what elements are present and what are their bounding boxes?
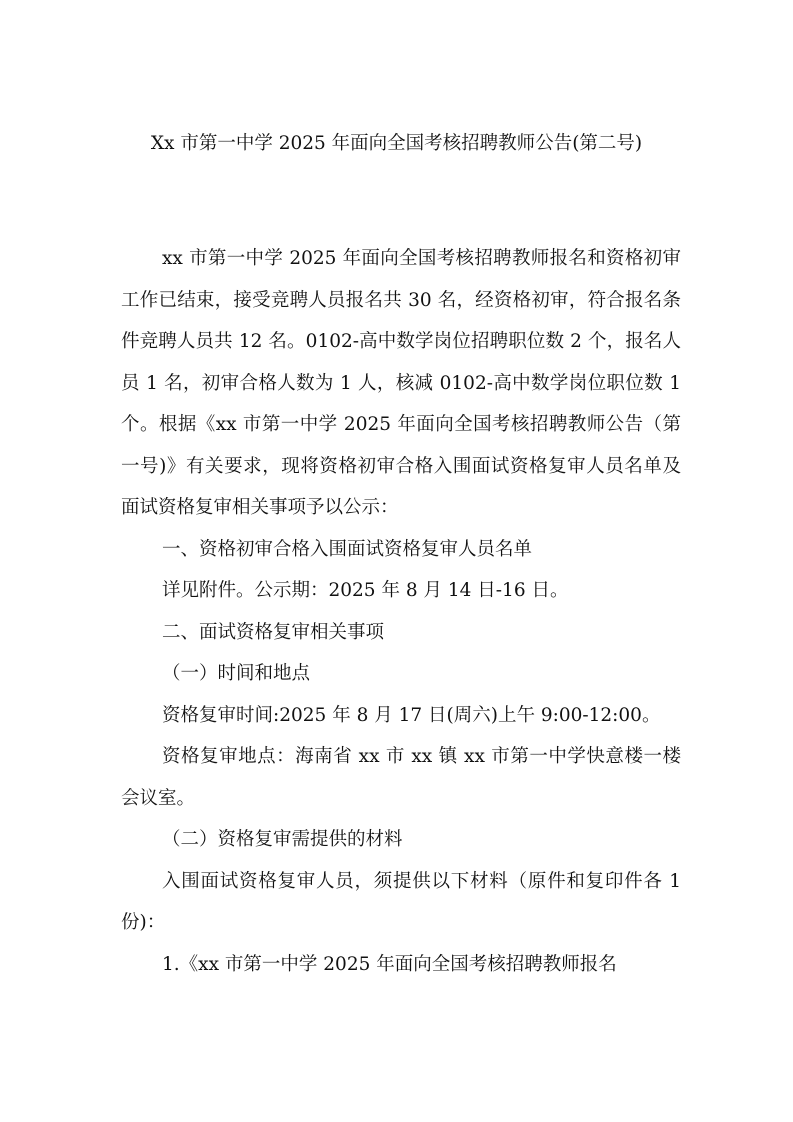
document-title: Xx 市第一中学 2025 年面向全国考核招聘教师公告(第二号) <box>150 133 643 154</box>
subsection-1-heading: （一）时间和地点 <box>162 663 311 684</box>
section-2-heading: 二、面试资格复审相关事项 <box>162 621 385 643</box>
intro-paragraph: xx 市第一中学 2025 年面向全国考核招聘教师报名和资格初审工作已结束，接受竞聘人员报名共 30 名，经资格初审，符合报名条件竞聘人员共 12 名。0102-高中数学岗位招聘职位数 2 个，报名人员 1 名，初审合格人数为 1 人，核减 0102-高中数学岗位职位数 1 个。根据《xx 市第一中学 2025 年面向全国考核招聘教师公告（第一号)》有关要求，现将资格初审合格入围面试资格复审人员名单及面试资格复审相关事项予以公示： <box>121 248 681 518</box>
document-body <box>121 238 681 985</box>
materials-intro: 入围面试资格复审人员，须提供以下材料（原件和复印件各 1 份)： <box>121 870 681 933</box>
review-place: 资格复审地点：海南省 xx 市 xx 镇 xx 市第一中学快意楼一楼会议室。 <box>121 746 681 809</box>
section-1-body: 详见附件。公示期：2025 年 8 月 14 日-16 日。 <box>162 580 569 601</box>
materials-item-1: 1.《xx 市第一中学 2025 年面向全国考核招聘教师报名 <box>162 953 617 975</box>
subsection-2-heading: （二）资格复审需提供的材料 <box>162 829 403 850</box>
review-time: 资格复审时间:2025 年 8 月 17 日(周六)上午 9:00-12:00。 <box>162 704 661 726</box>
section-1-heading: 一、资格初审合格入围面试资格复审人员名单 <box>162 538 533 560</box>
